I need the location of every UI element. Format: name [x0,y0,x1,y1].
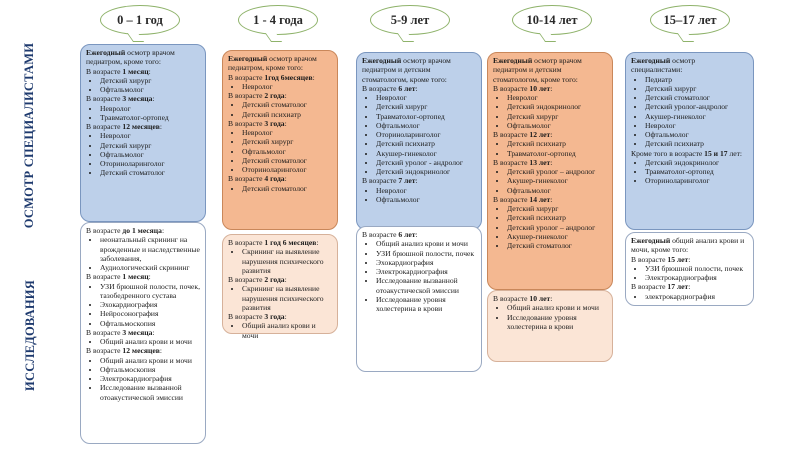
line-text: В возрасте [631,282,668,292]
list-item: • Невролог [242,82,332,91]
line-suffix: : [284,118,287,128]
age-heading [631,236,748,255]
item-list [362,239,476,313]
list-item: • Исследование уровня холестерина в крови [507,313,607,332]
bold-term: 10 лет [529,294,551,303]
line-text: В возрасте [228,238,265,247]
age-heading [362,176,476,185]
bold-term: Ежегодный [228,54,268,63]
bold-term: Ежегодный [493,56,533,65]
study-box-0 [80,222,206,444]
line-text: В возрасте [631,254,668,264]
item-list [631,264,748,283]
side-label-study-text: ИССЛЕДОВАНИЯ [22,279,37,391]
line-suffix: : [415,176,418,186]
age-heading [362,56,476,84]
list-item: • Общий анализ крови и мочи [242,321,332,340]
age-heading [228,174,332,183]
line-suffix: : [284,174,287,184]
age-bubble-title: 10-14 лет [526,12,578,27]
line-text: В возрасте [228,275,265,284]
study-box-2 [356,226,482,372]
bold-term: Ежегодный [631,56,671,65]
side-label-study [8,230,52,440]
line-text: осмотр врачом педиатром и детским стоматологом, кроме того: [362,56,451,84]
list-item: • Оториноларинголог [645,176,748,185]
bold-term: 3 года [264,118,285,128]
item-list [493,139,607,158]
age-heading [631,149,748,158]
exam-box-1 [222,50,338,230]
line-text: В возрасте [362,176,399,186]
line-suffix: : [550,83,553,93]
age-bubble-title: 5-9 лет [390,12,430,27]
list-item: • Детский стоматолог [100,168,200,177]
list-item: • УЗИ брюшной полости, почек [376,249,476,258]
bold-term: 1 год 6 месяцев [264,238,317,247]
bold-term: 15 лет [667,254,689,264]
line-suffix: : [415,83,418,93]
item-list [228,100,332,119]
line-suffix: : [159,122,163,131]
item-list [86,282,200,328]
list-item: • Скрининг на выявление нарушения психического развития [242,284,332,312]
list-item: • Исследование вызванной отоакустической эмиссии [376,276,476,295]
line-text: осмотр врачом педиатром, кроме того: [228,54,317,73]
list-item: • Офтальмолог [100,150,200,159]
list-item: • Оториноларинголог [242,165,332,174]
list-item: • Невролог [100,131,200,140]
line-suffix: : [550,130,553,139]
side-label-exam [8,42,52,228]
bold-term: Ежегодный [631,236,671,245]
list-item: • Офтальмоскопия [100,319,200,328]
age-bubble-3 [512,5,592,35]
line-text: В возрасте [86,66,123,76]
bold-term: 2 года [264,91,285,100]
age-heading [493,195,607,204]
item-list [86,337,200,346]
item-list [362,93,476,176]
list-item: • Офтальмолог [507,121,607,130]
age-bubble-1 [238,5,318,35]
line-text: осмотр врачом педиатром, кроме того: [86,48,175,67]
age-heading [631,255,748,264]
list-item: • Офтальмолог [242,147,332,156]
line-suffix: : [159,346,163,356]
list-item: • Детский хирург [376,102,476,111]
list-item: • Детский психиатр [645,139,748,148]
bold-term: Ежегодный [362,56,402,65]
list-item: • неонатальный скрининг на врожденные и наследственные заболевания, [100,235,200,263]
list-item: • Невролог [645,121,748,130]
line-text: Кроме того в возрасте [631,148,705,158]
item-list [228,247,332,275]
list-item: • Оториноларинголог [100,159,200,168]
list-item: • Детский стоматолог [242,184,332,193]
list-item: • Детский уролог-андролог [645,102,748,111]
age-heading [86,226,200,235]
list-item: • Детский стоматолог [242,156,332,165]
line-text: В возрасте [493,157,530,167]
line-text: В возрасте [86,226,123,235]
line-text: В возрасте [86,327,123,337]
list-item: • Исследование уровня холестерина в крови [376,295,476,314]
line-text: В возрасте [86,122,123,131]
study-box-4 [625,232,754,306]
item-list [86,131,200,177]
bold-term: 12 месяцев [122,122,160,131]
line-suffix: : [152,94,155,104]
item-list [86,235,200,272]
study-box-3 [487,290,613,362]
list-item: • Детский хирург [100,76,200,85]
line-text: осмотр врачом педиатром и детским стоматологом, кроме того: [493,56,582,84]
list-item: • Офтальмолог [376,121,476,130]
line-text: В возрасте [362,83,399,93]
list-item: • Детский хирург [645,84,748,93]
age-heading [86,346,200,355]
line-text: В возрасте [86,94,123,104]
list-item: • Травматолог-ортопед [100,113,200,122]
list-item: • Скрининг на выявление нарушения психического развития [242,247,332,275]
bold-term: 15 и 17 [704,148,728,158]
age-heading [86,122,200,131]
line-text: В возрасте [228,118,265,128]
line-text: В возрасте [228,174,265,184]
age-bubble-title: 1 - 4 года [253,12,303,27]
age-heading [631,282,748,291]
line-suffix: : [316,238,319,247]
list-item: • Детский стоматолог [507,241,607,250]
list-item: • Общий анализ крови и мочи [100,337,200,346]
list-item: • Невролог [507,93,607,102]
list-item: • Акушер-гинеколог [645,112,748,121]
list-item: • Нейросонография [100,309,200,318]
exam-box-4 [625,52,754,230]
list-item: • Офтальмолог [645,130,748,139]
list-item: • Детский психиатр [507,139,607,148]
item-list [86,76,200,95]
bold-term: 1год 6месяцев [264,72,313,82]
age-heading [228,119,332,128]
list-item: • Оториноларинголог [376,130,476,139]
line-suffix: : [148,272,151,282]
list-item: • Детский уролог – андролог [507,167,607,176]
item-list [228,128,332,174]
item-list [631,292,748,301]
bold-term: 6 лет [398,83,416,93]
item-list [86,356,200,402]
list-item: • Общий анализ крови и мочи [507,303,607,312]
age-heading [631,56,748,75]
age-heading [493,56,607,84]
list-item: • Акушер-гинеколог [376,149,476,158]
bold-term: 6 лет [398,230,416,239]
age-bubble-title: 0 – 1 год [117,12,163,27]
list-item: • Травматолог-ортопед [376,112,476,121]
list-item: • Офтальмоскопия [100,365,200,374]
bold-term: 7 лет [398,176,416,186]
age-heading [86,48,200,67]
age-heading [362,84,476,93]
bold-term: 12 месяцев [122,346,160,356]
line-suffix: лет: [727,148,743,158]
line-text: В возрасте [228,91,265,100]
line-suffix: : [550,157,553,167]
age-heading [362,230,476,239]
list-item: • Общий анализ крови и мочи [100,356,200,365]
age-bubble-title: 15–17 лет [663,12,717,27]
list-item: • Исследование вызванной отоакустической эмиссии [100,383,200,402]
line-suffix: : [550,294,553,303]
line-suffix: : [148,66,151,76]
list-item: • Травматолог-ортопед [645,167,748,176]
side-label-exam-text: ОСМОТР СПЕЦИАЛИСТАМИ [22,42,37,228]
bold-term: 10 лет [529,83,551,93]
item-list [228,184,332,193]
line-text: В возрасте [493,194,530,204]
list-item: • Электрокардиография [376,267,476,276]
list-item: • Эхокардиография [100,300,200,309]
list-item: • Травматолог-ортопед [507,149,607,158]
line-text: В возрасте [86,272,123,282]
list-item: • Детский эндокринолог [507,102,607,111]
line-suffix: : [312,72,315,82]
line-text: В возрасте [493,130,530,139]
list-item: • УЗИ брюшной полости, почек [645,264,748,273]
item-list [493,204,607,250]
study-box-1 [222,234,338,340]
bold-term: 1 месяц [122,272,149,282]
bold-term: 13 лет [529,157,551,167]
line-text: В возрасте [86,346,123,356]
exam-box-3 [487,52,613,290]
age-heading [86,328,200,337]
line-suffix: : [688,282,691,292]
bold-term: 12 лет [529,130,551,139]
list-item: • Детский хирург [507,112,607,121]
item-list [493,167,607,195]
item-list [228,284,332,312]
item-list [631,158,748,186]
list-item: • Детский психиатр [242,110,332,119]
exam-box-0 [80,44,206,222]
age-bubble-2 [370,5,450,35]
list-item: • Детский эндокринолог [376,167,476,176]
line-text: осмотр специалистами: [631,56,696,75]
line-text: В возрасте [362,230,399,239]
line-suffix: : [550,194,553,204]
age-heading [493,130,607,139]
item-list [228,82,332,91]
list-item: • Детский психиатр [507,213,607,222]
list-item: • Педиатр [645,75,748,84]
bold-term: 3 года [264,312,285,321]
age-heading [228,91,332,100]
age-heading [228,73,332,82]
line-suffix: : [161,226,165,235]
line-text: В возрасте [493,83,530,93]
age-heading [228,54,332,73]
age-heading [493,84,607,93]
list-item: • Аудиологический скрининг [100,263,200,272]
line-suffix: : [284,91,287,100]
list-item: • Детский уролог - андролог [376,158,476,167]
age-bubble-4 [650,5,730,35]
line-text: В возрасте [228,72,265,82]
bold-term: 17 лет [667,282,689,292]
list-item: • Детский хирург [507,204,607,213]
list-item: • Детский эндокринолог [645,158,748,167]
line-text: В возрасте [228,312,265,321]
list-item: • Детский стоматолог [242,100,332,109]
exam-box-2 [356,52,482,230]
age-heading [86,272,200,281]
list-item: • Электрокардиография [100,374,200,383]
list-item: • Невролог [376,186,476,195]
item-list [493,93,607,130]
bold-term: 4 года [264,174,285,184]
age-heading [493,294,607,303]
line-text: В возрасте [493,294,530,303]
age-heading [86,94,200,103]
list-item: • Невролог [242,128,332,137]
list-item: • Детский уролог – андролог [507,223,607,232]
bold-term: 3 месяца [122,327,153,337]
list-item: • Детский хирург [242,137,332,146]
bold-term: 1 месяц [122,66,149,76]
list-item: • Невролог [376,93,476,102]
list-item: • Невролог [100,104,200,113]
item-list [228,321,332,340]
list-item: • Акушер-гинеколог [507,232,607,241]
list-item: • Офтальмолог [100,85,200,94]
bold-term: Ежегодный [86,48,126,57]
age-heading [228,275,332,284]
list-item: • Общий анализ крови и мочи [376,239,476,248]
list-item: • УЗИ брюшной полости, почек, тазобедренного сустава [100,282,200,301]
item-list [493,303,607,331]
bold-term: 2 года [264,275,285,284]
bold-term: 3 месяца [122,94,153,104]
list-item: • Офтальмолог [376,195,476,204]
line-suffix: : [415,230,418,239]
list-item: • Детский психиатр [376,139,476,148]
line-suffix: : [284,312,287,321]
age-heading [228,312,332,321]
age-heading [86,67,200,76]
line-suffix: : [688,254,691,264]
list-item: • Детский хирург [100,141,200,150]
list-item: • Электрокардиография [645,273,748,282]
list-item: • Акушер-гинеколог [507,176,607,185]
bold-term: 14 лет [529,194,551,204]
list-item: • электрокардиография [645,292,748,301]
line-suffix: : [284,275,287,284]
line-text: общий анализ крови и мочи, кроме того: [631,236,745,255]
item-list [86,104,200,123]
item-list [362,186,476,205]
age-heading [493,158,607,167]
line-suffix: : [152,327,155,337]
list-item: • Эхокардиография [376,258,476,267]
list-item: • Офтальмолог [507,186,607,195]
age-heading [228,238,332,247]
list-item: • Детский стоматолог [645,93,748,102]
bold-term: до 1 месяца [122,226,162,235]
age-bubble-0 [100,5,180,35]
item-list [631,75,748,149]
